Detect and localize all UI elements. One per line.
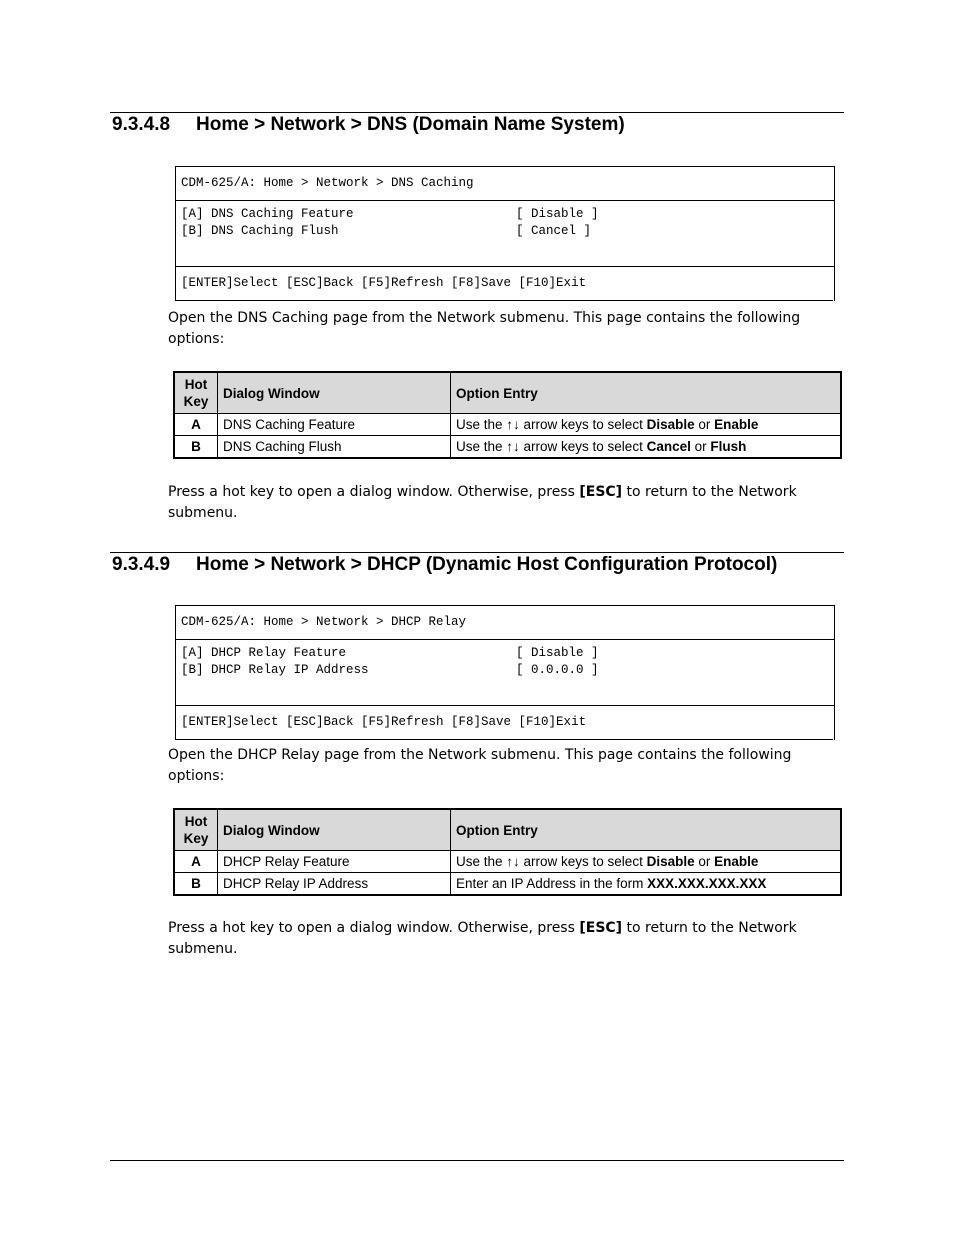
hot-key-cell: A: [174, 851, 218, 873]
table-header-row: [174, 809, 841, 851]
dialog-window-cell: DNS Caching Feature: [218, 414, 451, 436]
outro-text: Press a hot key to open a dialog window. Otherwise, press: [168, 920, 580, 936]
section-divider: [110, 552, 844, 553]
option-text: Use the ↑↓ arrow keys to select: [456, 854, 647, 869]
dialog-window-cell: DHCP Relay IP Address: [218, 873, 451, 896]
outro-text: to return to the Network submenu.: [168, 484, 797, 521]
dhcp-relay-screen: [175, 605, 835, 740]
table-row: [174, 436, 841, 459]
option-value: XXX.XXX.XXX.XXX: [647, 876, 767, 891]
menu-item-b: [181, 662, 834, 679]
option-entry-cell: [451, 851, 842, 873]
option-entry-cell: [451, 436, 842, 459]
menu-item-label: [B] DHCP Relay IP Address: [181, 663, 369, 677]
menu-item-value: [ Disable ]: [516, 207, 599, 221]
menu-item-value: [ 0.0.0.0 ]: [516, 663, 599, 677]
esc-key-label: [ESC]: [579, 920, 623, 936]
header-dialog-window: Dialog Window: [218, 809, 451, 851]
esc-key-label: [ESC]: [579, 484, 623, 500]
section-number: 9.3.4.8: [112, 114, 171, 135]
section-number: 9.3.4.9: [112, 554, 171, 575]
menu-item-label: [A] DNS Caching Feature: [181, 207, 354, 221]
table-header-row: [174, 372, 841, 414]
outro-text: Press a hot key to open a dialog window. Otherwise, press: [168, 484, 580, 500]
menu-item-a: [181, 645, 834, 662]
option-entry-cell: [451, 873, 842, 896]
menu-item-value: [ Disable ]: [516, 646, 599, 660]
table-row: [174, 851, 841, 873]
option-text: or: [690, 439, 711, 454]
table-row: [174, 873, 841, 896]
screen-title-bar: CDM-625/A: Home > Network > DNS Caching: [176, 167, 834, 201]
menu-item-b: [181, 223, 834, 240]
section-divider-top: [110, 112, 844, 113]
dns-caching-screen: [175, 166, 835, 301]
option-value: Enable: [714, 417, 759, 432]
screen-menu: [176, 640, 834, 706]
dns-outro-text: [168, 482, 808, 524]
header-option-entry: Option Entry: [451, 372, 842, 414]
option-value: Cancel: [646, 439, 691, 454]
menu-item-a: [181, 206, 834, 223]
page-footer-rule: [110, 1160, 844, 1161]
dialog-window-cell: DNS Caching Flush: [218, 436, 451, 459]
option-entry-cell: [451, 414, 842, 436]
header-dialog-window: Dialog Window: [218, 372, 451, 414]
hot-key-cell: B: [174, 436, 218, 459]
option-value: Enable: [714, 854, 759, 869]
menu-item-label: [B] DNS Caching Flush: [181, 224, 339, 238]
dns-options-table: [173, 371, 842, 459]
option-text: Use the ↑↓ arrow keys to select: [456, 439, 647, 454]
option-value: Disable: [646, 417, 695, 432]
dhcp-options-table: [173, 808, 842, 896]
option-value: Flush: [710, 439, 747, 454]
screen-footer: [ENTER]Select [ESC]Back [F5]Refresh [F8]Save [F10]Exit: [176, 706, 833, 740]
option-text: or: [694, 417, 715, 432]
table-row: [174, 414, 841, 436]
screen-title-bar: CDM-625/A: Home > Network > DHCP Relay: [176, 606, 834, 640]
option-value: Disable: [646, 854, 695, 869]
header-hot-key: Hot Key: [174, 809, 218, 851]
dns-intro-text: Open the DNS Caching page from the Network submenu. This page contains the following options:: [168, 310, 801, 347]
hot-key-cell: A: [174, 414, 218, 436]
option-text: or: [694, 854, 715, 869]
menu-item-label: [A] DHCP Relay Feature: [181, 646, 347, 660]
option-text: Use the ↑↓ arrow keys to select: [456, 417, 647, 432]
dhcp-intro-text: Open the DHCP Relay page from the Network submenu. This page contains the following options:: [168, 747, 792, 784]
option-text: Enter an IP Address in the form: [456, 876, 648, 891]
section-title: Home > Network > DNS (Domain Name System): [196, 114, 625, 135]
outro-text: to return to the Network submenu.: [168, 920, 797, 957]
dhcp-outro-text: [168, 918, 808, 960]
header-option-entry: Option Entry: [451, 809, 842, 851]
dialog-window-cell: DHCP Relay Feature: [218, 851, 451, 873]
menu-item-value: [ Cancel ]: [516, 224, 592, 238]
hot-key-cell: B: [174, 873, 218, 896]
screen-menu: [176, 201, 834, 267]
screen-footer: [ENTER]Select [ESC]Back [F5]Refresh [F8]Save [F10]Exit: [176, 267, 833, 301]
section-heading-dns: [112, 114, 625, 136]
header-hot-key: Hot Key: [174, 372, 218, 414]
section-heading-dhcp: [112, 554, 777, 576]
section-title: Home > Network > DHCP (Dynamic Host Configuration Protocol): [196, 554, 778, 575]
